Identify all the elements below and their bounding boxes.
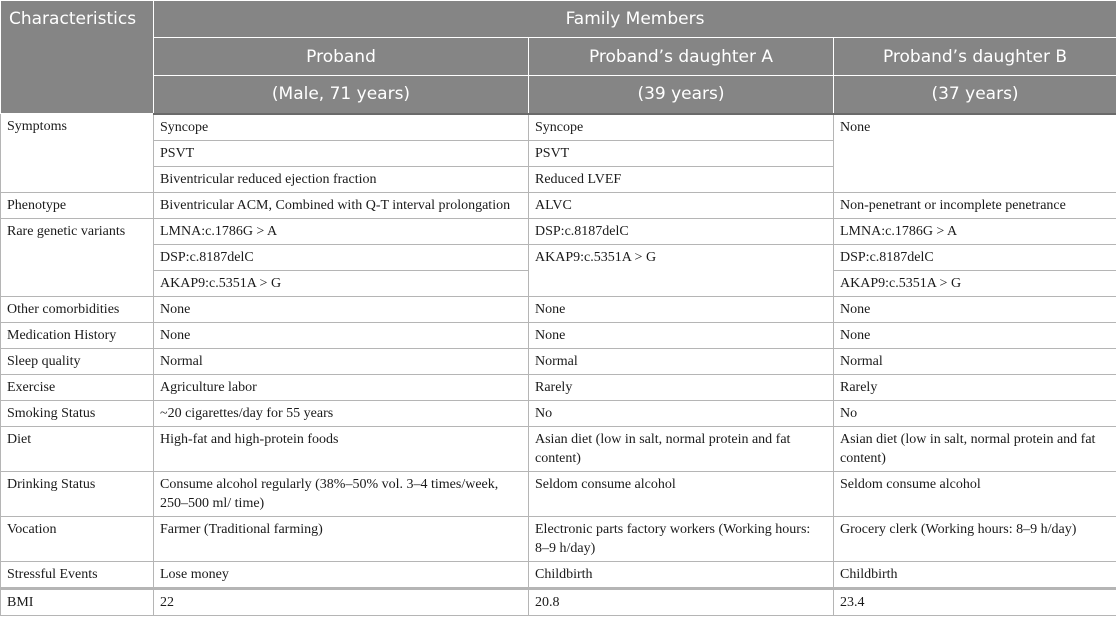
- header-daughter-a: Proband’s daughter A: [529, 38, 834, 75]
- cell-daughter-b: AKAP9:c.5351A > G: [834, 270, 1116, 296]
- cell-proband: DSP:c.8187delC: [154, 244, 529, 270]
- cell-daughter-a: 20.8: [529, 588, 834, 615]
- cell-daughter-b: LMNA:c.1786G > A: [834, 218, 1116, 244]
- cell-daughter-a: None: [529, 296, 834, 322]
- row-label-smoking: Smoking Status: [1, 400, 154, 426]
- row-label-stress: Stressful Events: [1, 561, 154, 588]
- cell-daughter-b: Seldom consume alcohol: [834, 471, 1116, 516]
- header-proband-detail: (Male, 71 years): [154, 75, 529, 113]
- row-label-bmi: BMI: [1, 588, 154, 615]
- table-row: [1, 114, 1116, 141]
- cell-daughter-b: None: [834, 296, 1116, 322]
- cell-proband: AKAP9:c.5351A > G: [154, 270, 529, 296]
- cell-proband: Lose money: [154, 561, 529, 588]
- cell-daughter-b: Rarely: [834, 374, 1116, 400]
- cell-proband: None: [154, 296, 529, 322]
- cell-daughter-b: Normal: [834, 348, 1116, 374]
- table-row: [1, 516, 1116, 561]
- row-label-symptoms: Symptoms: [1, 114, 154, 193]
- cell-daughter-a: Asian diet (low in salt, normal protein and fat content): [529, 426, 834, 471]
- cell-proband: Biventricular reduced ejection fraction: [154, 166, 529, 192]
- table-row: [1, 400, 1116, 426]
- cell-daughter-a: Rarely: [529, 374, 834, 400]
- row-label-sleep: Sleep quality: [1, 348, 154, 374]
- table-row: [1, 426, 1116, 471]
- cell-daughter-b: Non-penetrant or incomplete penetrance: [834, 192, 1116, 218]
- header-proband: Proband: [154, 38, 529, 75]
- cell-proband: Farmer (Traditional farming): [154, 516, 529, 561]
- cell-daughter-b: None: [834, 114, 1116, 193]
- header-daughter-b: Proband’s daughter B: [834, 38, 1116, 75]
- cell-proband: PSVT: [154, 140, 529, 166]
- table-row: [1, 561, 1116, 588]
- table-row: [1, 296, 1116, 322]
- cell-daughter-b: Grocery clerk (Working hours: 8–9 h/day): [834, 516, 1116, 561]
- cell-proband: High-fat and high-protein foods: [154, 426, 529, 471]
- cell-daughter-a: Electronic parts factory workers (Working hours: 8–9 h/day): [529, 516, 834, 561]
- cell-proband: 22: [154, 588, 529, 615]
- cell-daughter-a: AKAP9:c.5351A > G: [529, 244, 834, 296]
- cell-daughter-b: Childbirth: [834, 561, 1116, 588]
- cell-daughter-b: Asian diet (low in salt, normal protein and fat content): [834, 426, 1116, 471]
- header-characteristics: Characteristics: [1, 1, 154, 114]
- row-label-diet: Diet: [1, 426, 154, 471]
- table-row: [1, 218, 1116, 244]
- row-label-phenotype: Phenotype: [1, 192, 154, 218]
- cell-daughter-a: Normal: [529, 348, 834, 374]
- table-row: [1, 374, 1116, 400]
- row-label-comorbidities: Other comorbidities: [1, 296, 154, 322]
- table-row: [1, 192, 1116, 218]
- cell-proband: Agriculture labor: [154, 374, 529, 400]
- cell-proband: Consume alcohol regularly (38%–50% vol. 3–4 times/week, 250–500 ml/ time): [154, 471, 529, 516]
- cell-daughter-a: Syncope: [529, 114, 834, 141]
- cell-daughter-b: DSP:c.8187delC: [834, 244, 1116, 270]
- cell-daughter-a: Childbirth: [529, 561, 834, 588]
- table-row: [1, 588, 1116, 615]
- cell-daughter-b: None: [834, 322, 1116, 348]
- cell-proband: LMNA:c.1786G > A: [154, 218, 529, 244]
- row-label-drinking: Drinking Status: [1, 471, 154, 516]
- row-label-medication: Medication History: [1, 322, 154, 348]
- cell-proband: ~20 cigarettes/day for 55 years: [154, 400, 529, 426]
- row-label-exercise: Exercise: [1, 374, 154, 400]
- row-label-variants: Rare genetic variants: [1, 218, 154, 296]
- cell-proband: Biventricular ACM, Combined with Q-T interval prolongation: [154, 192, 529, 218]
- table-row: [1, 348, 1116, 374]
- cell-daughter-a: ALVC: [529, 192, 834, 218]
- cell-daughter-a: Reduced LVEF: [529, 166, 834, 192]
- cell-proband: None: [154, 322, 529, 348]
- cell-daughter-b: No: [834, 400, 1116, 426]
- cell-daughter-a: None: [529, 322, 834, 348]
- cell-proband: Normal: [154, 348, 529, 374]
- table-row: [1, 244, 1116, 270]
- table-row: [1, 471, 1116, 516]
- row-label-vocation: Vocation: [1, 516, 154, 561]
- cell-proband: Syncope: [154, 114, 529, 141]
- table-row: [1, 322, 1116, 348]
- cell-daughter-a: DSP:c.8187delC: [529, 218, 834, 244]
- header-family-members: Family Members: [154, 1, 1116, 38]
- cell-daughter-a: PSVT: [529, 140, 834, 166]
- cell-daughter-a: No: [529, 400, 834, 426]
- cell-daughter-b: 23.4: [834, 588, 1116, 615]
- header-daughter-b-detail: (37 years): [834, 75, 1116, 113]
- cell-daughter-a: Seldom consume alcohol: [529, 471, 834, 516]
- header-daughter-a-detail: (39 years): [529, 75, 834, 113]
